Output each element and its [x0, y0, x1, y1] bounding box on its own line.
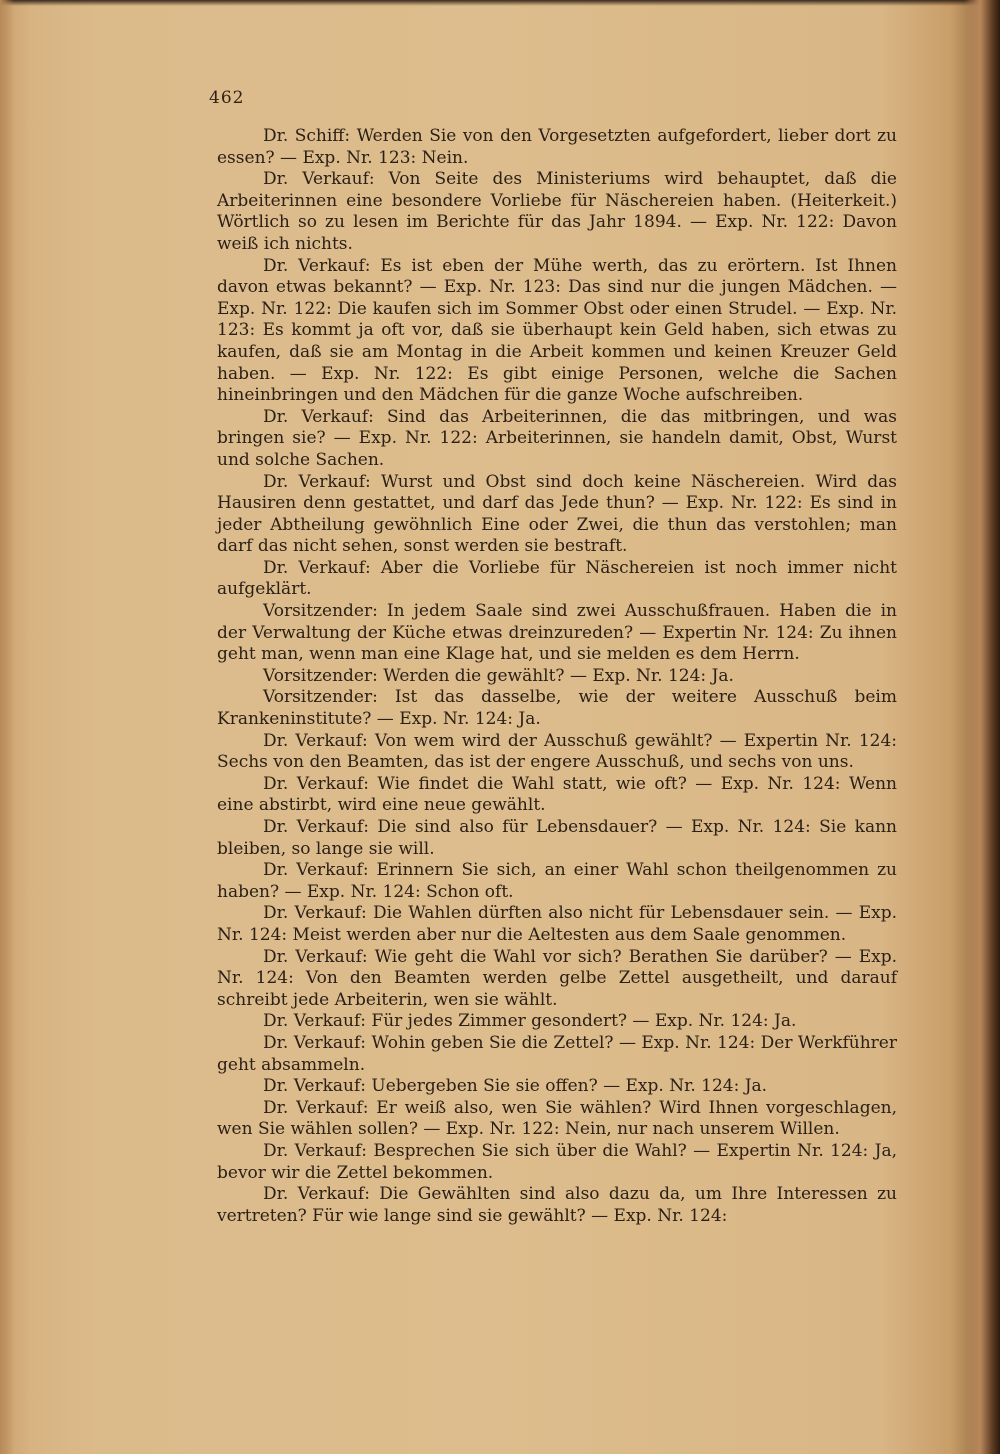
paragraph: Dr. Verkauf: Erinnern Sie sich, an einer Wahl schon theilgenommen zu haben? — Exp. Nr. 124: Schon oft.: [217, 860, 897, 902]
paragraph: Vorsitzender: Werden die gewählt? — Exp. Nr. 124: Ja.: [263, 665, 734, 686]
paragraph: Dr. Verkauf: Die Gewählten sind also dazu da, um Ihre Interessen zu vertreten? Für wie lange sind sie gewählt? — Exp. Nr. 124:: [217, 1184, 897, 1226]
paragraph: Dr. Verkauf: Wurst und Obst sind doch keine Näschereien. Wird das Hausiren denn gestattet, und darf das Jede thun? — Exp. Nr. 122: Es sind in jeder Abtheilung gewöhnlich Eine oder Zwei, die thun das verstohlen; man darf das nicht sehen, sonst werden sie bestraft.: [217, 471, 897, 557]
paragraph: Dr. Verkauf: Wie geht die Wahl vor sich? Berathen Sie darüber? — Exp. Nr. 124: Von den Beamten werden gelbe Zettel ausgetheilt, und darauf schreibt jede Arbeiterin, wen sie wählt.: [217, 946, 897, 1010]
page-top-edge-shadow: [0, 0, 1000, 6]
paragraph: Dr. Verkauf: Wie findet die Wahl statt, wie oft? — Exp. Nr. 124: Wenn eine abstirbt, wird eine neue gewählt.: [217, 773, 897, 816]
paragraph: Dr. Verkauf: Er weiß also, wen Sie wählen? Wird Ihnen vorgeschlagen, wen Sie wählen sollen? — Exp. Nr. 122: Nein, nur nach unserem Willen.: [217, 1097, 897, 1140]
paragraph: Dr. Verkauf: Wohin geben Sie die Zettel? — Exp. Nr. 124: Der Werkführer geht absammeln.: [217, 1032, 897, 1075]
paragraph: Dr. Verkauf: Die Wahlen dürften also nicht für Lebensdauer sein. — Exp. Nr. 124: Meist werden aber nur die Aeltesten aus dem Saale genommen.: [217, 903, 897, 945]
paragraph: Vorsitzender: In jedem Saale sind zwei Ausschußfrauen. Haben die in der Verwaltung der Küche etwas dreinzureden? — Expertin Nr. 124: Zu ihnen geht man, wenn man eine Klage hat, und sie melden es dem Herrn.: [217, 601, 897, 665]
page-number: 462: [209, 88, 245, 108]
paragraph: Dr. Verkauf: Von wem wird der Ausschuß gewählt? — Expertin Nr. 124: Sechs von den Beamten, das ist der engere Ausschuß, und sechs von uns.: [217, 730, 897, 773]
paragraph: Dr. Verkauf: Uebergeben Sie sie offen? — Exp. Nr. 124: Ja.: [263, 1076, 768, 1097]
paragraph: Dr. Verkauf: Besprechen Sie sich über die Wahl? — Expertin Nr. 124: Ja, bevor wir die Zettel bekommen.: [217, 1140, 897, 1183]
paragraph: Dr. Verkauf: Von Seite des Ministeriums wird behauptet, daß die Arbeiterinnen eine besondere Vorliebe für Näschereien haben. (Heiterkeit.) Wörtlich so zu lesen im Berichte für das Jahr 1894. — Exp. Nr. 122: Davon weiß ich nichts.: [217, 169, 897, 254]
paragraph: Dr. Schiff: Werden Sie von den Vorgesetzten aufgefordert, lieber dort zu essen? — Exp. Nr. 123: Nein.: [217, 126, 897, 168]
page-left-edge-shadow: [0, 0, 14, 1454]
paragraph: Dr. Verkauf: Sind das Arbeiterinnen, die das mitbringen, und was bringen sie? — Exp. Nr. 122: Arbeiterinnen, sie handeln damit, Obst, Wurst und solche Sachen.: [217, 406, 897, 470]
paragraph: Dr. Verkauf: Für jedes Zimmer gesondert? — Exp. Nr. 124: Ja.: [263, 1011, 797, 1032]
paragraph: Vorsitzender: Ist das dasselbe, wie der weitere Ausschuß beim Krankeninstitute? — Exp. Nr. 124: Ja.: [217, 687, 897, 730]
paragraph: Dr. Verkauf: Die sind also für Lebensdauer? — Exp. Nr. 124: Sie kann bleiben, so lange sie will.: [217, 817, 897, 859]
paragraph: Dr. Verkauf: Es ist eben der Mühe werth, das zu erörtern. Ist Ihnen davon etwas bekannt? — Exp. Nr. 123: Das sind nur die jungen Mädchen. — Exp. Nr. 122: Die kaufen sich im Sommer Obst oder einen Strudel. — Exp. Nr. 123: Es kommt ja oft vor, daß sie überhaupt kein Geld haben, sich etwas zu kaufen, daß sie am Montag in die Arbeit kommen und keinen Kreuzer Geld haben. — Exp. Nr. 122: Es gibt einige Personen, welche die Sachen hineinbringen und den Mädchen für die ganze Woche aufschreiben.: [217, 255, 897, 406]
page-right-edge-shadow: [964, 0, 1000, 1454]
body-text: [217, 126, 897, 1227]
paragraph: Dr. Verkauf: Aber die Vorliebe für Näschereien ist noch immer nicht aufgeklärt.: [217, 557, 897, 600]
